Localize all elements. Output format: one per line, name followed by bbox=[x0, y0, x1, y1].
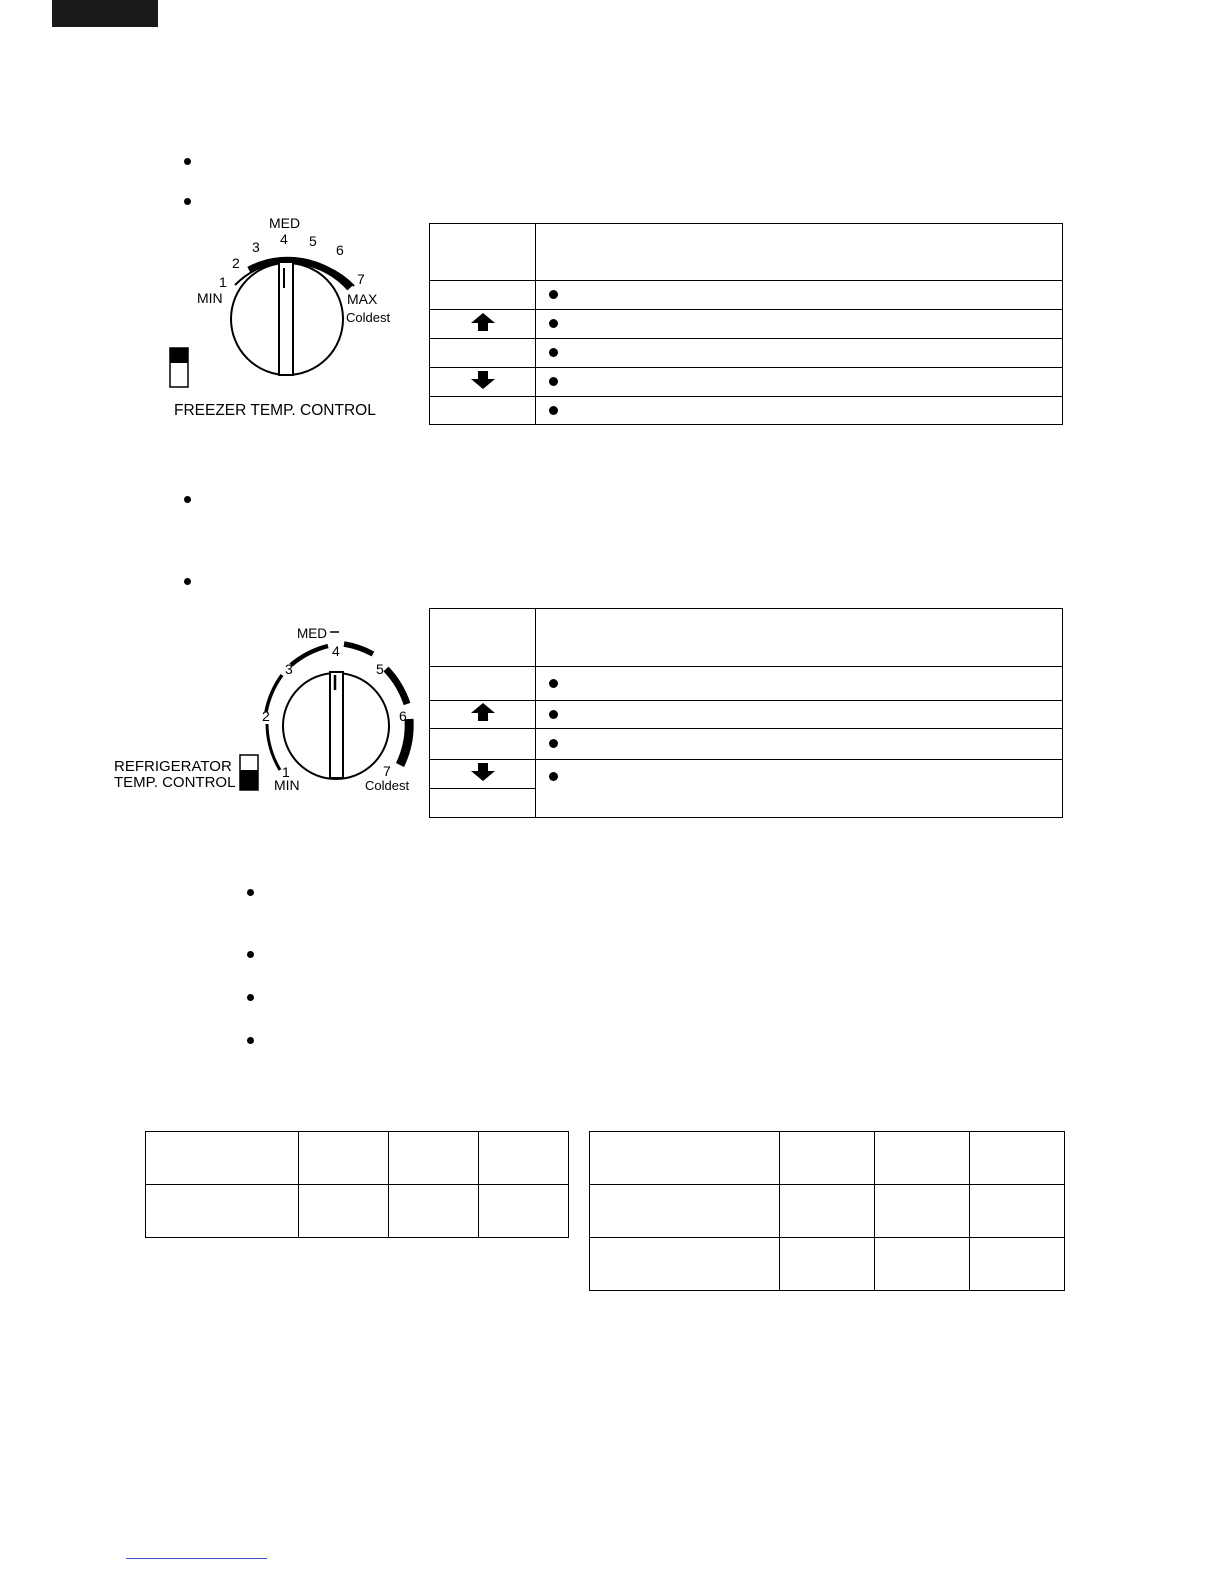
footer-link-underline[interactable] bbox=[126, 1558, 267, 1559]
arrow-down-icon bbox=[470, 762, 496, 782]
refrigerator-dial-number: 2 bbox=[262, 708, 270, 724]
table-header-cell bbox=[536, 224, 1063, 281]
bullet-icon bbox=[549, 739, 558, 748]
bullet-icon bbox=[549, 406, 558, 415]
freezer-control-title: FREEZER TEMP. CONTROL bbox=[174, 402, 376, 419]
refrigerator-control-title: TEMP. CONTROL bbox=[114, 774, 236, 791]
bullet-icon bbox=[549, 710, 558, 719]
header-tab bbox=[52, 0, 158, 27]
bottom-left-table bbox=[145, 1131, 569, 1238]
bullet-icon bbox=[247, 994, 254, 1001]
bullet-icon bbox=[549, 377, 558, 386]
bullet-icon bbox=[549, 679, 558, 688]
freezer-med-label: MED bbox=[269, 215, 301, 231]
freezer-dial-number: 4 bbox=[280, 231, 288, 247]
refrigerator-dial-number: 6 bbox=[399, 708, 407, 724]
table-header-cell bbox=[430, 609, 536, 667]
refrigerator-dial-number: 7 bbox=[383, 763, 391, 779]
refrigerator-min-label: MIN bbox=[274, 777, 300, 793]
refrigerator-dial-number: 5 bbox=[376, 661, 384, 677]
freezer-temp-control-dial bbox=[165, 210, 415, 425]
bullet-icon bbox=[184, 158, 191, 165]
refrigerator-coldest-label: Coldest bbox=[365, 778, 410, 793]
freezer-dial-number: 3 bbox=[252, 239, 260, 255]
arrow-down-icon bbox=[470, 370, 496, 390]
freezer-dial-number: 2 bbox=[232, 255, 240, 271]
bullet-icon bbox=[549, 772, 558, 781]
refrigerator-dial-number: 1 bbox=[282, 764, 290, 780]
freezer-dial-number: 1 bbox=[219, 274, 227, 290]
arrow-up-icon bbox=[470, 312, 496, 332]
arrow-up-icon bbox=[470, 702, 496, 722]
bullet-icon bbox=[549, 348, 558, 357]
freezer-dial-number: 7 bbox=[357, 271, 365, 287]
refrigerator-dial-number: 3 bbox=[285, 661, 293, 677]
freezer-coldest-label: Coldest bbox=[346, 310, 391, 325]
refrigerator-control-title: REFRIGERATOR bbox=[114, 758, 232, 775]
bullet-icon bbox=[184, 496, 191, 503]
bullet-icon bbox=[549, 290, 558, 299]
bullet-icon bbox=[184, 578, 191, 585]
table-header-cell bbox=[536, 609, 1063, 667]
bullet-icon bbox=[247, 1037, 254, 1044]
refrigerator-dial-number: 4 bbox=[332, 643, 340, 659]
freezer-settings-table bbox=[429, 223, 1063, 425]
bullet-icon bbox=[549, 319, 558, 328]
bullet-icon bbox=[184, 198, 191, 205]
freezer-dial-number: 6 bbox=[336, 242, 344, 258]
refrigerator-settings-table bbox=[429, 608, 1063, 818]
refrigerator-med-label: MED bbox=[297, 626, 327, 641]
bullet-icon bbox=[247, 951, 254, 958]
bottom-right-table bbox=[589, 1131, 1065, 1291]
freezer-dial-number: 5 bbox=[309, 233, 317, 249]
refrigerator-temp-control-dial bbox=[110, 620, 420, 800]
bullet-icon bbox=[247, 889, 254, 896]
freezer-max-label: MAX bbox=[347, 291, 378, 307]
freezer-min-label: MIN bbox=[197, 290, 223, 306]
table-header-cell bbox=[430, 224, 536, 281]
